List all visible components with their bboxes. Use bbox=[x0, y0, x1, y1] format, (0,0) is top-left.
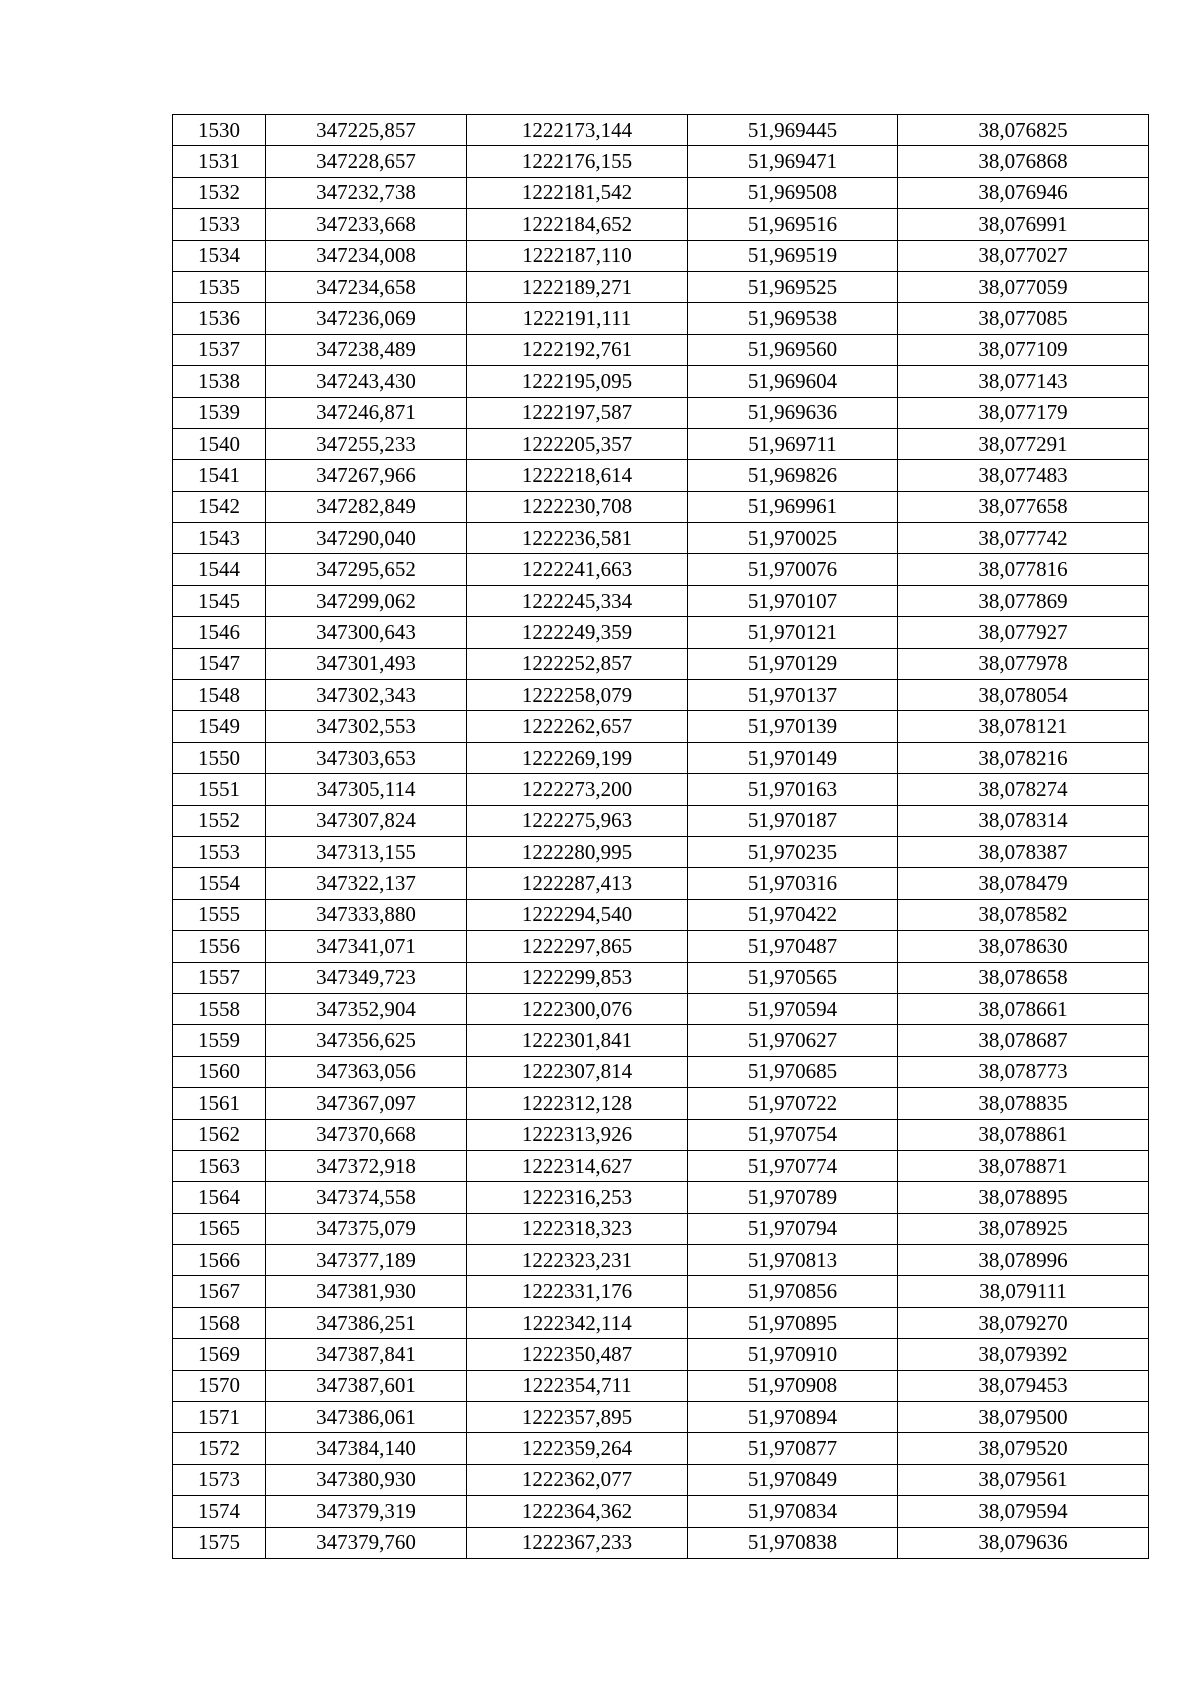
longitude-cell: 38,078479 bbox=[898, 868, 1149, 899]
table-row bbox=[173, 523, 1149, 554]
y-coordinate-cell: 1222184,652 bbox=[467, 209, 688, 240]
point-number-cell: 1533 bbox=[173, 209, 266, 240]
y-coordinate-cell: 1222230,708 bbox=[467, 491, 688, 522]
x-coordinate-cell: 347384,140 bbox=[266, 1433, 467, 1464]
table-row bbox=[173, 868, 1149, 899]
point-number-cell: 1538 bbox=[173, 366, 266, 397]
point-number-cell: 1548 bbox=[173, 680, 266, 711]
y-coordinate-cell: 1222299,853 bbox=[467, 962, 688, 993]
x-coordinate-cell: 347387,601 bbox=[266, 1370, 467, 1401]
point-number-cell: 1563 bbox=[173, 1150, 266, 1181]
point-number-cell: 1552 bbox=[173, 805, 266, 836]
point-number-cell: 1546 bbox=[173, 617, 266, 648]
latitude-cell: 51,970877 bbox=[688, 1433, 898, 1464]
latitude-cell: 51,970149 bbox=[688, 742, 898, 773]
latitude-cell: 51,970789 bbox=[688, 1182, 898, 1213]
table-row bbox=[173, 742, 1149, 773]
longitude-cell: 38,077927 bbox=[898, 617, 1149, 648]
y-coordinate-cell: 1222364,362 bbox=[467, 1496, 688, 1527]
table-row bbox=[173, 1245, 1149, 1276]
x-coordinate-cell: 347301,493 bbox=[266, 648, 467, 679]
longitude-cell: 38,078861 bbox=[898, 1119, 1149, 1150]
x-coordinate-cell: 347299,062 bbox=[266, 585, 467, 616]
x-coordinate-cell: 347290,040 bbox=[266, 523, 467, 554]
y-coordinate-cell: 1222187,110 bbox=[467, 240, 688, 271]
table-row bbox=[173, 428, 1149, 459]
latitude-cell: 51,970908 bbox=[688, 1370, 898, 1401]
x-coordinate-cell: 347377,189 bbox=[266, 1245, 467, 1276]
table-row bbox=[173, 648, 1149, 679]
y-coordinate-cell: 1222258,079 bbox=[467, 680, 688, 711]
coordinates-table-body bbox=[173, 115, 1149, 1559]
latitude-cell: 51,970849 bbox=[688, 1464, 898, 1495]
x-coordinate-cell: 347234,658 bbox=[266, 271, 467, 302]
longitude-cell: 38,079561 bbox=[898, 1464, 1149, 1495]
y-coordinate-cell: 1222252,857 bbox=[467, 648, 688, 679]
table-row bbox=[173, 680, 1149, 711]
table-row bbox=[173, 711, 1149, 742]
latitude-cell: 51,969604 bbox=[688, 366, 898, 397]
y-coordinate-cell: 1222262,657 bbox=[467, 711, 688, 742]
x-coordinate-cell: 347234,008 bbox=[266, 240, 467, 271]
latitude-cell: 51,970627 bbox=[688, 1025, 898, 1056]
y-coordinate-cell: 1222269,199 bbox=[467, 742, 688, 773]
y-coordinate-cell: 1222357,895 bbox=[467, 1402, 688, 1433]
longitude-cell: 38,076991 bbox=[898, 209, 1149, 240]
point-number-cell: 1569 bbox=[173, 1339, 266, 1370]
longitude-cell: 38,078773 bbox=[898, 1056, 1149, 1087]
y-coordinate-cell: 1222313,926 bbox=[467, 1119, 688, 1150]
table-row bbox=[173, 962, 1149, 993]
table-row bbox=[173, 1402, 1149, 1433]
y-coordinate-cell: 1222176,155 bbox=[467, 146, 688, 177]
x-coordinate-cell: 347363,056 bbox=[266, 1056, 467, 1087]
y-coordinate-cell: 1222331,176 bbox=[467, 1276, 688, 1307]
x-coordinate-cell: 347302,343 bbox=[266, 680, 467, 711]
point-number-cell: 1540 bbox=[173, 428, 266, 459]
latitude-cell: 51,970895 bbox=[688, 1307, 898, 1338]
y-coordinate-cell: 1222275,963 bbox=[467, 805, 688, 836]
y-coordinate-cell: 1222197,587 bbox=[467, 397, 688, 428]
table-row bbox=[173, 366, 1149, 397]
y-coordinate-cell: 1222205,357 bbox=[467, 428, 688, 459]
y-coordinate-cell: 1222367,233 bbox=[467, 1527, 688, 1558]
latitude-cell: 51,970774 bbox=[688, 1150, 898, 1181]
x-coordinate-cell: 347352,904 bbox=[266, 993, 467, 1024]
x-coordinate-cell: 347232,738 bbox=[266, 177, 467, 208]
x-coordinate-cell: 347302,553 bbox=[266, 711, 467, 742]
table-row bbox=[173, 397, 1149, 428]
y-coordinate-cell: 1222195,095 bbox=[467, 366, 688, 397]
point-number-cell: 1543 bbox=[173, 523, 266, 554]
latitude-cell: 51,969560 bbox=[688, 334, 898, 365]
longitude-cell: 38,078314 bbox=[898, 805, 1149, 836]
x-coordinate-cell: 347282,849 bbox=[266, 491, 467, 522]
latitude-cell: 51,969519 bbox=[688, 240, 898, 271]
point-number-cell: 1537 bbox=[173, 334, 266, 365]
latitude-cell: 51,970722 bbox=[688, 1088, 898, 1119]
table-row bbox=[173, 899, 1149, 930]
x-coordinate-cell: 347379,760 bbox=[266, 1527, 467, 1558]
x-coordinate-cell: 347313,155 bbox=[266, 836, 467, 867]
y-coordinate-cell: 1222191,111 bbox=[467, 303, 688, 334]
y-coordinate-cell: 1222312,128 bbox=[467, 1088, 688, 1119]
point-number-cell: 1566 bbox=[173, 1245, 266, 1276]
point-number-cell: 1562 bbox=[173, 1119, 266, 1150]
x-coordinate-cell: 347243,430 bbox=[266, 366, 467, 397]
point-number-cell: 1572 bbox=[173, 1433, 266, 1464]
table-row bbox=[173, 1276, 1149, 1307]
point-number-cell: 1568 bbox=[173, 1307, 266, 1338]
y-coordinate-cell: 1222189,271 bbox=[467, 271, 688, 302]
table-row bbox=[173, 240, 1149, 271]
longitude-cell: 38,078661 bbox=[898, 993, 1149, 1024]
latitude-cell: 51,970856 bbox=[688, 1276, 898, 1307]
point-number-cell: 1542 bbox=[173, 491, 266, 522]
longitude-cell: 38,077816 bbox=[898, 554, 1149, 585]
longitude-cell: 38,077085 bbox=[898, 303, 1149, 334]
table-row bbox=[173, 1527, 1149, 1558]
longitude-cell: 38,078687 bbox=[898, 1025, 1149, 1056]
y-coordinate-cell: 1222314,627 bbox=[467, 1150, 688, 1181]
y-coordinate-cell: 1222307,814 bbox=[467, 1056, 688, 1087]
x-coordinate-cell: 347225,857 bbox=[266, 115, 467, 146]
y-coordinate-cell: 1222297,865 bbox=[467, 931, 688, 962]
table-row bbox=[173, 146, 1149, 177]
y-coordinate-cell: 1222241,663 bbox=[467, 554, 688, 585]
y-coordinate-cell: 1222273,200 bbox=[467, 774, 688, 805]
table-row bbox=[173, 585, 1149, 616]
longitude-cell: 38,077059 bbox=[898, 271, 1149, 302]
latitude-cell: 51,969711 bbox=[688, 428, 898, 459]
table-row bbox=[173, 115, 1149, 146]
x-coordinate-cell: 347228,657 bbox=[266, 146, 467, 177]
table-row bbox=[173, 271, 1149, 302]
longitude-cell: 38,079392 bbox=[898, 1339, 1149, 1370]
y-coordinate-cell: 1222354,711 bbox=[467, 1370, 688, 1401]
latitude-cell: 51,969508 bbox=[688, 177, 898, 208]
y-coordinate-cell: 1222323,231 bbox=[467, 1245, 688, 1276]
latitude-cell: 51,970910 bbox=[688, 1339, 898, 1370]
longitude-cell: 38,079520 bbox=[898, 1433, 1149, 1464]
table-row bbox=[173, 1088, 1149, 1119]
y-coordinate-cell: 1222362,077 bbox=[467, 1464, 688, 1495]
table-row bbox=[173, 209, 1149, 240]
table-row bbox=[173, 1464, 1149, 1495]
latitude-cell: 51,970813 bbox=[688, 1245, 898, 1276]
latitude-cell: 51,969471 bbox=[688, 146, 898, 177]
latitude-cell: 51,969826 bbox=[688, 460, 898, 491]
y-coordinate-cell: 1222245,334 bbox=[467, 585, 688, 616]
x-coordinate-cell: 347300,643 bbox=[266, 617, 467, 648]
x-coordinate-cell: 347386,251 bbox=[266, 1307, 467, 1338]
point-number-cell: 1532 bbox=[173, 177, 266, 208]
x-coordinate-cell: 347255,233 bbox=[266, 428, 467, 459]
table-row bbox=[173, 805, 1149, 836]
latitude-cell: 51,970316 bbox=[688, 868, 898, 899]
y-coordinate-cell: 1222350,487 bbox=[467, 1339, 688, 1370]
latitude-cell: 51,970834 bbox=[688, 1496, 898, 1527]
point-number-cell: 1547 bbox=[173, 648, 266, 679]
latitude-cell: 51,970838 bbox=[688, 1527, 898, 1558]
table-row bbox=[173, 1150, 1149, 1181]
x-coordinate-cell: 347246,871 bbox=[266, 397, 467, 428]
table-row bbox=[173, 554, 1149, 585]
latitude-cell: 51,970894 bbox=[688, 1402, 898, 1433]
x-coordinate-cell: 347305,114 bbox=[266, 774, 467, 805]
x-coordinate-cell: 347307,824 bbox=[266, 805, 467, 836]
x-coordinate-cell: 347387,841 bbox=[266, 1339, 467, 1370]
point-number-cell: 1544 bbox=[173, 554, 266, 585]
point-number-cell: 1545 bbox=[173, 585, 266, 616]
longitude-cell: 38,078895 bbox=[898, 1182, 1149, 1213]
latitude-cell: 51,970121 bbox=[688, 617, 898, 648]
longitude-cell: 38,078630 bbox=[898, 931, 1149, 962]
point-number-cell: 1530 bbox=[173, 115, 266, 146]
point-number-cell: 1553 bbox=[173, 836, 266, 867]
latitude-cell: 51,969538 bbox=[688, 303, 898, 334]
x-coordinate-cell: 347238,489 bbox=[266, 334, 467, 365]
y-coordinate-cell: 1222218,614 bbox=[467, 460, 688, 491]
latitude-cell: 51,969525 bbox=[688, 271, 898, 302]
table-row bbox=[173, 931, 1149, 962]
y-coordinate-cell: 1222342,114 bbox=[467, 1307, 688, 1338]
longitude-cell: 38,077027 bbox=[898, 240, 1149, 271]
point-number-cell: 1573 bbox=[173, 1464, 266, 1495]
latitude-cell: 51,970163 bbox=[688, 774, 898, 805]
longitude-cell: 38,078054 bbox=[898, 680, 1149, 711]
table-row bbox=[173, 334, 1149, 365]
latitude-cell: 51,969516 bbox=[688, 209, 898, 240]
longitude-cell: 38,077742 bbox=[898, 523, 1149, 554]
y-coordinate-cell: 1222236,581 bbox=[467, 523, 688, 554]
point-number-cell: 1557 bbox=[173, 962, 266, 993]
table-row bbox=[173, 177, 1149, 208]
x-coordinate-cell: 347356,625 bbox=[266, 1025, 467, 1056]
longitude-cell: 38,077179 bbox=[898, 397, 1149, 428]
point-number-cell: 1567 bbox=[173, 1276, 266, 1307]
x-coordinate-cell: 347380,930 bbox=[266, 1464, 467, 1495]
longitude-cell: 38,079270 bbox=[898, 1307, 1149, 1338]
longitude-cell: 38,079111 bbox=[898, 1276, 1149, 1307]
longitude-cell: 38,078274 bbox=[898, 774, 1149, 805]
table-row bbox=[173, 1119, 1149, 1150]
x-coordinate-cell: 347322,137 bbox=[266, 868, 467, 899]
longitude-cell: 38,078121 bbox=[898, 711, 1149, 742]
point-number-cell: 1571 bbox=[173, 1402, 266, 1433]
point-number-cell: 1549 bbox=[173, 711, 266, 742]
point-number-cell: 1550 bbox=[173, 742, 266, 773]
longitude-cell: 38,076868 bbox=[898, 146, 1149, 177]
longitude-cell: 38,078871 bbox=[898, 1150, 1149, 1181]
longitude-cell: 38,079453 bbox=[898, 1370, 1149, 1401]
latitude-cell: 51,970685 bbox=[688, 1056, 898, 1087]
y-coordinate-cell: 1222316,253 bbox=[467, 1182, 688, 1213]
x-coordinate-cell: 347233,668 bbox=[266, 209, 467, 240]
y-coordinate-cell: 1222359,264 bbox=[467, 1433, 688, 1464]
table-row bbox=[173, 1182, 1149, 1213]
point-number-cell: 1536 bbox=[173, 303, 266, 334]
x-coordinate-cell: 347379,319 bbox=[266, 1496, 467, 1527]
point-number-cell: 1539 bbox=[173, 397, 266, 428]
longitude-cell: 38,077143 bbox=[898, 366, 1149, 397]
x-coordinate-cell: 347386,061 bbox=[266, 1402, 467, 1433]
latitude-cell: 51,970422 bbox=[688, 899, 898, 930]
x-coordinate-cell: 347370,668 bbox=[266, 1119, 467, 1150]
latitude-cell: 51,970076 bbox=[688, 554, 898, 585]
x-coordinate-cell: 347381,930 bbox=[266, 1276, 467, 1307]
table-row bbox=[173, 993, 1149, 1024]
table-row bbox=[173, 1307, 1149, 1338]
longitude-cell: 38,078996 bbox=[898, 1245, 1149, 1276]
longitude-cell: 38,077291 bbox=[898, 428, 1149, 459]
point-number-cell: 1541 bbox=[173, 460, 266, 491]
table-row bbox=[173, 836, 1149, 867]
table-row bbox=[173, 1056, 1149, 1087]
latitude-cell: 51,969445 bbox=[688, 115, 898, 146]
coordinates-table bbox=[172, 114, 1149, 1559]
x-coordinate-cell: 347349,723 bbox=[266, 962, 467, 993]
y-coordinate-cell: 1222280,995 bbox=[467, 836, 688, 867]
longitude-cell: 38,078582 bbox=[898, 899, 1149, 930]
latitude-cell: 51,970139 bbox=[688, 711, 898, 742]
longitude-cell: 38,079636 bbox=[898, 1527, 1149, 1558]
point-number-cell: 1570 bbox=[173, 1370, 266, 1401]
longitude-cell: 38,077869 bbox=[898, 585, 1149, 616]
longitude-cell: 38,077978 bbox=[898, 648, 1149, 679]
point-number-cell: 1560 bbox=[173, 1056, 266, 1087]
latitude-cell: 51,970025 bbox=[688, 523, 898, 554]
table-row bbox=[173, 1213, 1149, 1244]
latitude-cell: 51,970235 bbox=[688, 836, 898, 867]
latitude-cell: 51,969636 bbox=[688, 397, 898, 428]
y-coordinate-cell: 1222300,076 bbox=[467, 993, 688, 1024]
y-coordinate-cell: 1222294,540 bbox=[467, 899, 688, 930]
x-coordinate-cell: 347374,558 bbox=[266, 1182, 467, 1213]
table-row bbox=[173, 303, 1149, 334]
table-row bbox=[173, 774, 1149, 805]
longitude-cell: 38,078387 bbox=[898, 836, 1149, 867]
table-row bbox=[173, 1370, 1149, 1401]
longitude-cell: 38,077483 bbox=[898, 460, 1149, 491]
point-number-cell: 1574 bbox=[173, 1496, 266, 1527]
table-row bbox=[173, 617, 1149, 648]
table-row bbox=[173, 460, 1149, 491]
latitude-cell: 51,969961 bbox=[688, 491, 898, 522]
longitude-cell: 38,078835 bbox=[898, 1088, 1149, 1119]
latitude-cell: 51,970754 bbox=[688, 1119, 898, 1150]
y-coordinate-cell: 1222192,761 bbox=[467, 334, 688, 365]
y-coordinate-cell: 1222249,359 bbox=[467, 617, 688, 648]
latitude-cell: 51,970137 bbox=[688, 680, 898, 711]
table-row bbox=[173, 1025, 1149, 1056]
point-number-cell: 1561 bbox=[173, 1088, 266, 1119]
longitude-cell: 38,078658 bbox=[898, 962, 1149, 993]
table-row bbox=[173, 491, 1149, 522]
point-number-cell: 1556 bbox=[173, 931, 266, 962]
longitude-cell: 38,076946 bbox=[898, 177, 1149, 208]
y-coordinate-cell: 1222318,323 bbox=[467, 1213, 688, 1244]
table-row bbox=[173, 1339, 1149, 1370]
y-coordinate-cell: 1222301,841 bbox=[467, 1025, 688, 1056]
x-coordinate-cell: 347267,966 bbox=[266, 460, 467, 491]
latitude-cell: 51,970794 bbox=[688, 1213, 898, 1244]
point-number-cell: 1551 bbox=[173, 774, 266, 805]
point-number-cell: 1564 bbox=[173, 1182, 266, 1213]
point-number-cell: 1559 bbox=[173, 1025, 266, 1056]
latitude-cell: 51,970129 bbox=[688, 648, 898, 679]
latitude-cell: 51,970487 bbox=[688, 931, 898, 962]
latitude-cell: 51,970565 bbox=[688, 962, 898, 993]
x-coordinate-cell: 347375,079 bbox=[266, 1213, 467, 1244]
x-coordinate-cell: 347333,880 bbox=[266, 899, 467, 930]
latitude-cell: 51,970187 bbox=[688, 805, 898, 836]
point-number-cell: 1575 bbox=[173, 1527, 266, 1558]
table-row bbox=[173, 1496, 1149, 1527]
x-coordinate-cell: 347341,071 bbox=[266, 931, 467, 962]
longitude-cell: 38,077658 bbox=[898, 491, 1149, 522]
point-number-cell: 1555 bbox=[173, 899, 266, 930]
longitude-cell: 38,079594 bbox=[898, 1496, 1149, 1527]
x-coordinate-cell: 347295,652 bbox=[266, 554, 467, 585]
longitude-cell: 38,076825 bbox=[898, 115, 1149, 146]
y-coordinate-cell: 1222287,413 bbox=[467, 868, 688, 899]
longitude-cell: 38,078216 bbox=[898, 742, 1149, 773]
point-number-cell: 1565 bbox=[173, 1213, 266, 1244]
x-coordinate-cell: 347303,653 bbox=[266, 742, 467, 773]
point-number-cell: 1554 bbox=[173, 868, 266, 899]
x-coordinate-cell: 347367,097 bbox=[266, 1088, 467, 1119]
point-number-cell: 1535 bbox=[173, 271, 266, 302]
table-row bbox=[173, 1433, 1149, 1464]
point-number-cell: 1534 bbox=[173, 240, 266, 271]
y-coordinate-cell: 1222181,542 bbox=[467, 177, 688, 208]
latitude-cell: 51,970107 bbox=[688, 585, 898, 616]
point-number-cell: 1558 bbox=[173, 993, 266, 1024]
longitude-cell: 38,077109 bbox=[898, 334, 1149, 365]
longitude-cell: 38,079500 bbox=[898, 1402, 1149, 1433]
latitude-cell: 51,970594 bbox=[688, 993, 898, 1024]
longitude-cell: 38,078925 bbox=[898, 1213, 1149, 1244]
x-coordinate-cell: 347372,918 bbox=[266, 1150, 467, 1181]
point-number-cell: 1531 bbox=[173, 146, 266, 177]
x-coordinate-cell: 347236,069 bbox=[266, 303, 467, 334]
y-coordinate-cell: 1222173,144 bbox=[467, 115, 688, 146]
